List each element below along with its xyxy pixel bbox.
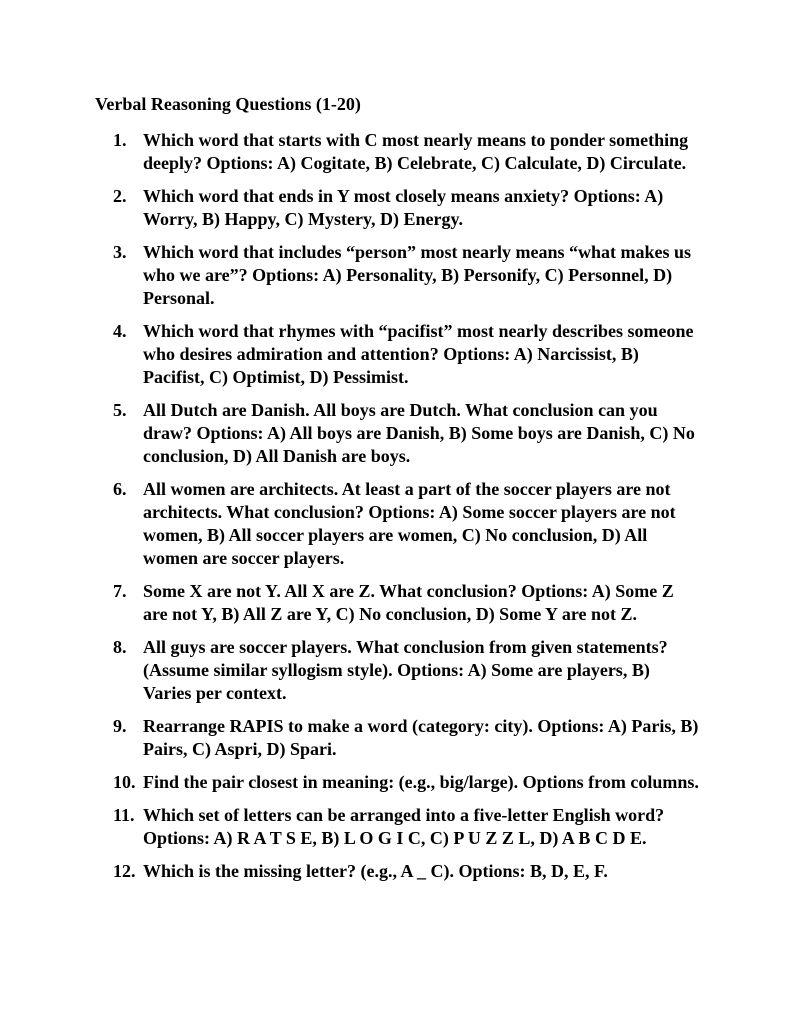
question-text: Which set of letters can be arranged into a five-letter English word? Options: A) R A T S E, B) L O G I C, C) P U Z Z L, D) A B C D E. xyxy=(143,805,665,848)
question-text: Which word that includes “person” most nearly means “what makes us who we are”? Options: A) Personality, B) Personify, C) Personnel, D) Personal. xyxy=(143,242,692,308)
question-number: 3. xyxy=(113,242,127,262)
question-number: 5. xyxy=(113,400,127,420)
question-text: All guys are soccer players. What conclusion from given statements? (Assume similar syllogism style). Options: A) Some are players, B) Varies per context. xyxy=(143,637,668,703)
question-number: 8. xyxy=(113,637,127,657)
question-text: Some X are not Y. All X are Z. What conclusion? Options: A) Some Z are not Y, B) All Z are Y, C) No conclusion, D) Some Y are not Z. xyxy=(143,581,674,624)
question-text: All women are architects. At least a part of the soccer players are not architects. What conclusion? Options: A) Some soccer players are not women, B) All soccer players are women, C) No conclusion, D) All women are soccer players. xyxy=(143,479,676,568)
question-item-6 xyxy=(95,478,701,570)
question-text: Which is the missing letter? (e.g., A _ C). Options: B, D, E, F. xyxy=(143,861,608,881)
question-number: 9. xyxy=(113,716,127,736)
question-item-7 xyxy=(95,580,701,626)
question-item-1 xyxy=(95,129,701,175)
question-list xyxy=(95,129,705,883)
question-number: 10. xyxy=(113,772,136,792)
question-item-9 xyxy=(95,715,701,761)
question-number: 12. xyxy=(113,861,136,881)
question-item-10 xyxy=(95,771,701,794)
question-item-3 xyxy=(95,241,701,310)
question-number: 2. xyxy=(113,186,127,206)
question-number: 4. xyxy=(113,321,127,341)
question-item-4 xyxy=(95,320,701,389)
question-number: 7. xyxy=(113,581,127,601)
question-text: Which word that starts with C most nearly means to ponder something deeply? Options: A) Cogitate, B) Celebrate, C) Calculate, D) Circulate. xyxy=(143,130,689,173)
question-text: Find the pair closest in meaning: (e.g., big/large). Options from columns. xyxy=(143,772,699,792)
question-text: Which word that ends in Y most closely means anxiety? Options: A) Worry, B) Happy, C) Mystery, D) Energy. xyxy=(143,186,664,229)
question-number: 1. xyxy=(113,130,127,150)
question-number: 11. xyxy=(113,805,135,825)
question-item-8 xyxy=(95,636,701,705)
question-item-5 xyxy=(95,399,701,468)
question-item-11 xyxy=(95,804,701,850)
question-text: Rearrange RAPIS to make a word (category: city). Options: A) Paris, B) Pairs, C) Aspri, D) Spari. xyxy=(143,716,699,759)
question-text: All Dutch are Danish. All boys are Dutch. What conclusion can you draw? Options: A) All boys are Danish, B) Some boys are Danish, C) No conclusion, D) All Danish are boys. xyxy=(143,400,695,466)
question-item-2 xyxy=(95,185,701,231)
question-text: Which word that rhymes with “pacifist” most nearly describes someone who desires admiration and attention? Options: A) Narcissist, B) Pacifist, C) Optimist, D) Pessimist. xyxy=(143,321,694,387)
question-number: 6. xyxy=(113,479,127,499)
page-title: Verbal Reasoning Questions (1-20) xyxy=(95,94,361,114)
question-item-12 xyxy=(95,860,701,883)
